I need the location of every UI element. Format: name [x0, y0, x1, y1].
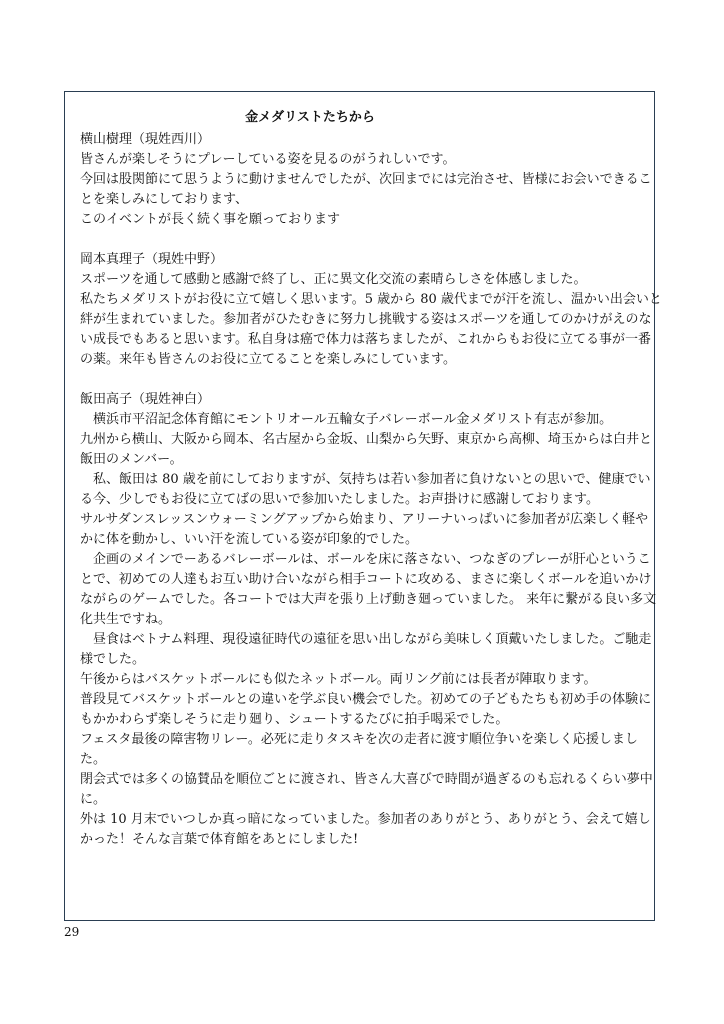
- text-line: 外は 10 月末でいつしか真っ暗になっていました。参加者のありがとう、ありがとう、会えて嬉し: [80, 812, 651, 827]
- text-line: い成長でもあると思います。私自身は癌で体力は落ちましたが、これからもお役に立てる事が一番: [80, 332, 651, 347]
- text-line: る今、少しでもお役に立てばの思いで参加いたしました。お声掛けに感謝しております。: [80, 492, 599, 507]
- text-line: ながらのゲームでした。各コートでは大声を張り上げ動き廻っていました。 来年に繋がる良い多文: [80, 592, 657, 607]
- text-line: 閉会式では多くの協賛品を順位ごとに渡され、皆さん大喜びで時間が過ぎるのも忘れるくらい夢中: [80, 772, 653, 787]
- text-line: 皆さんが楽しそうにプレーしている姿を見るのがうれしいです。: [80, 152, 456, 167]
- text-line: スポーツを通して感動と感謝で終了し、正に異文化交流の素晴らしさを体感しました。: [80, 272, 587, 287]
- text-line: もかかわらず楽しそうに走り廻り、シュートするたびに拍手喝采でした。: [80, 712, 509, 727]
- text-line: このイベントが長く続く事を願っております: [80, 212, 341, 227]
- text-line: の薬。来年も皆さんのお役に立てることを楽しみにしています。: [80, 352, 456, 367]
- text-line: 横浜市平沼記念体育館にモントリオール五輪女子バレーボール金メダリスト有志が参加。: [80, 412, 613, 427]
- text-line: とで、初めての人達もお互い助け合いながら相手コートに攻める、まさに楽しくボールを追いかけ: [80, 572, 652, 587]
- article-body: [80, 108, 662, 850]
- text-line: 私、飯田は 80 歳を前にしておりますが、気持ちは若い参加者に負けないとの思いで、健康でい: [80, 472, 651, 487]
- text-line: 今回は股関節にて思うように動けませんでしたが、次回までには完治させ、皆様にお会いできるこ: [80, 172, 652, 187]
- author-name: 横山樹理（現姓西川）: [80, 132, 211, 147]
- text-line: かに体を動かし、いい汗を流している姿が印象的でした。: [80, 532, 419, 547]
- article-title: 金メダリストたちから: [245, 110, 375, 125]
- text-line: 企画のメインでーあるバレーボールは、ボールを床に落さない、つなぎのプレーが肝心というこ: [80, 552, 651, 567]
- text-line: 飯田のメンバー。: [80, 452, 183, 467]
- text-line: 午後からはバスケットボールにも似たネットボール。両リング前には長者が陣取ります。: [80, 672, 597, 687]
- text-line: 普段見てバスケットボールとの違いを学ぶ良い機会でした。初めての子どもたちも初め手の体験に: [80, 692, 652, 707]
- section-iida: [80, 390, 657, 850]
- text-line: 化共生ですね。: [80, 612, 172, 627]
- text-line: 私たちメダリストがお役に立て嬉しく思います。5 歳から 80 歳代までが汗を流し、温かい出会いと: [80, 292, 662, 307]
- section-okamoto: [80, 250, 662, 370]
- text-line: サルサダンスレッスンウォーミングアップから始まり、アリーナいっぱいに参加者が広楽しく軽や: [80, 512, 649, 527]
- page-number: 29: [64, 925, 80, 939]
- text-line: 絆が生まれていました。参加者がひたむきに努力し挑戦する姿はスポーツを通してのかけがえのな: [80, 312, 652, 327]
- text-line: に。: [80, 792, 107, 807]
- author-name: 岡本真理子（現姓中野）: [80, 252, 224, 267]
- text-line: かった！そんな言葉で体育館をあとにしました!: [80, 832, 359, 847]
- text-line: フェスタ最後の障害物リレー。必死に走りタスキを次の走者に渡す順位争いを楽しく応援しまし: [80, 732, 638, 747]
- text-line: 九州から横山、大阪から岡本、名古屋から金坂、山梨から矢野、東京から高柳、埼玉からは白井と: [80, 432, 653, 447]
- author-name: 飯田高子（現姓神白）: [80, 392, 211, 407]
- text-line: た。: [80, 752, 107, 767]
- text-line: 昼食はベトナム料理、現役遠征時代の遠征を思い出しながら美味しく頂戴いたしました。ご馳走: [80, 632, 652, 647]
- section-yokoyama: [80, 130, 652, 230]
- text-line: 様でした。: [80, 652, 146, 667]
- text-line: とを楽しみにしております、: [80, 192, 248, 207]
